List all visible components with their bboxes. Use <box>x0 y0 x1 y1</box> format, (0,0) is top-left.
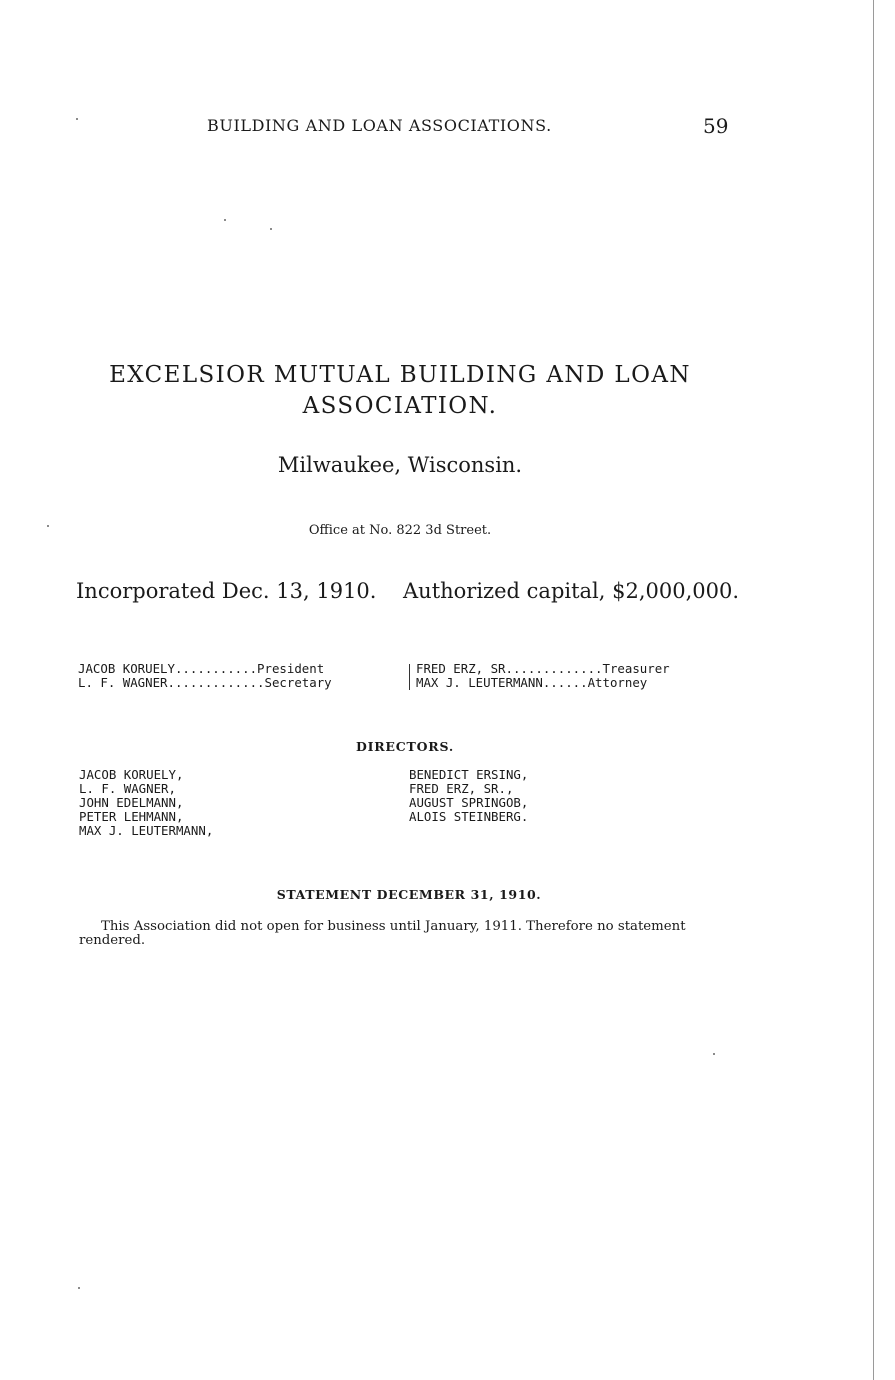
director-name: JACOB KORUELY, <box>79 767 184 782</box>
scan-speck <box>76 118 78 120</box>
director-name: JOHN EDELMANN, <box>79 795 184 810</box>
director-name: AUGUST SPRINGOB, <box>409 795 529 810</box>
director-name: L. F. WAGNER, <box>79 781 176 796</box>
director-name: PETER LEHMANN, <box>79 809 184 824</box>
directors-right-list <box>409 768 528 824</box>
running-title: BUILDING AND LOAN ASSOCIATIONS. <box>207 116 552 135</box>
scan-speck <box>270 228 272 230</box>
office-address: Office at No. 822 3d Street. <box>308 523 492 538</box>
director-name: ALOIS STEINBERG. <box>409 809 529 824</box>
scan-speck <box>47 525 49 527</box>
statement-heading: STATEMENT DECEMBER 31, 1910. <box>276 887 542 902</box>
statement-text: This Association did not open for business until January, 1911. Therefore no statement rendered. <box>79 919 686 948</box>
incorporation-date: Incorporated Dec. 13, 1910. <box>76 579 377 603</box>
association-name-line1: EXCELSIOR MUTUAL BUILDING AND LOAN <box>109 362 691 388</box>
officer-left-2: L. F. WAGNER.............Secretary <box>78 675 332 690</box>
officer-right-1: FRED ERZ, SR.............Treasurer <box>416 661 670 676</box>
director-name: BENEDICT ERSING, <box>409 767 529 782</box>
page-number: 59 <box>703 114 729 138</box>
officer-left-1: JACOB KORUELY...........President <box>78 661 325 676</box>
scan-speck <box>224 219 226 221</box>
association-name-line2: ASSOCIATION. <box>302 393 498 419</box>
director-name: MAX J. LEUTERMANN, <box>79 823 214 838</box>
page-edge-line <box>873 0 874 1380</box>
director-name: FRED ERZ, SR., <box>409 781 514 796</box>
officer-right-2: MAX J. LEUTERMANN......Attorney <box>416 675 648 690</box>
directors-left-list <box>79 768 213 838</box>
scan-speck <box>78 1287 80 1289</box>
association-location: Milwaukee, Wisconsin. <box>277 453 523 477</box>
directors-heading: DIRECTORS. <box>355 739 455 754</box>
authorized-capital: Authorized capital, $2,000,000. <box>403 579 740 603</box>
scan-speck <box>713 1053 715 1055</box>
officer-divider <box>409 664 410 690</box>
